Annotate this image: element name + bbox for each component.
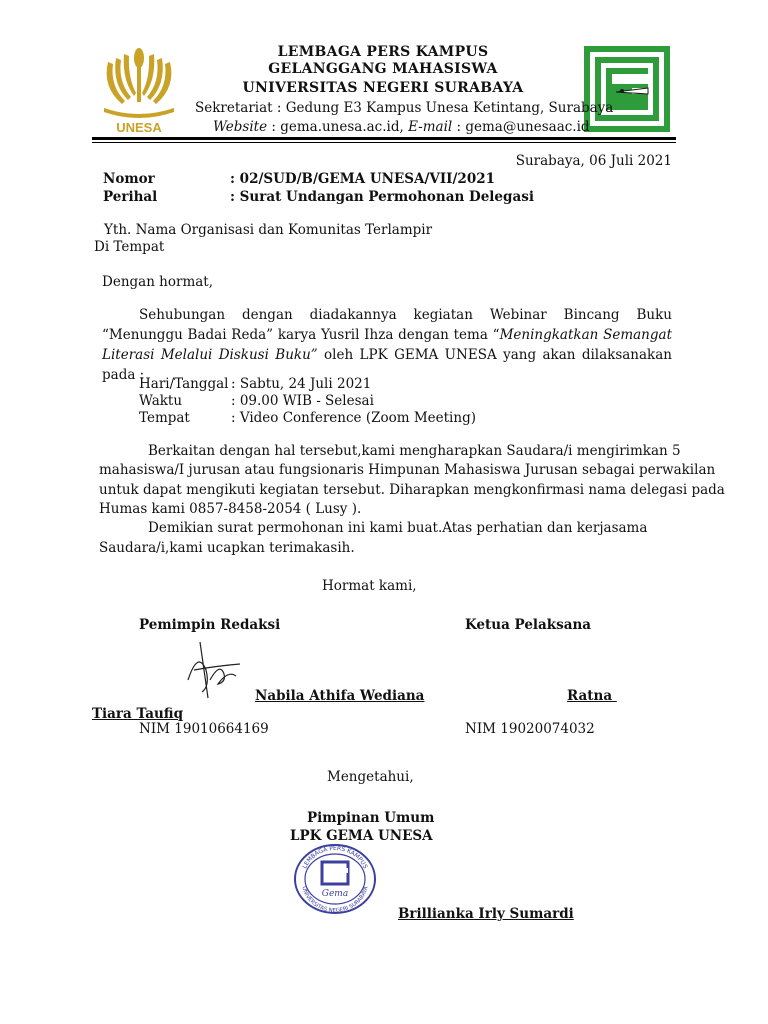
paragraph-request-line-3: untuk dapat mengikuti kegiatan tersebut. Diharapkan mengkonfirmasi nama delegasi pada: [99, 482, 725, 498]
left-signatory-name-continued: Tiara Taufiq: [92, 706, 184, 722]
paragraph-intro: [102, 305, 672, 385]
schedule-value-place: : Video Conference (Zoom Meeting): [231, 410, 476, 426]
acknowledged-label: Mengetahui,: [327, 769, 414, 785]
stamp-text-top: LEMBAGA PERS KAMPUS: [301, 845, 369, 870]
paragraph-intro-text-2: oleh LPK GEMA UNESA yang akan dilaksanakan pada :: [102, 347, 672, 383]
header-line-2: GELANGGANG MAHASISWA: [268, 61, 498, 77]
acknowledged-name: Brillianka Irly Sumardi: [398, 906, 574, 922]
left-signatory-name: Nabila Athifa Wediana: [255, 688, 425, 704]
right-signatory-name-text: Ratna: [567, 688, 613, 704]
paragraph-intro-text: Sehubungan dengan diadakannya kegiatan Webinar Bincang Buku “Menunggu Badai Reda” karya Yusril Ihza dengan tema “: [102, 307, 672, 343]
website-value: : gema.unesa.ac.id,: [267, 119, 409, 135]
paragraph-request-line-2: mahasiswa/I jurusan atau fungsionaris Himpunan Mahasiswa Jurusan sebagai perwakilan: [99, 462, 716, 478]
website-label: Website: [213, 119, 268, 135]
email-value: : gema@unesaac.id: [452, 119, 590, 135]
schedule-label-time: Waktu: [139, 393, 183, 409]
acknowledged-org: LPK GEMA UNESA: [290, 828, 433, 844]
nomor-value: : 02/SUD/B/GEMA UNESA/VII/2021: [230, 171, 496, 187]
paragraph-request-line-1: Berkaitan dengan hal tersebut,kami mengharapkan Saudara/i mengirimkan 5: [148, 443, 681, 459]
right-signatory-role: Ketua Pelaksana: [465, 617, 592, 633]
svg-text:LEMBAGA PERS KAMPUS: [301, 845, 368, 870]
unesa-logo-icon: [98, 42, 180, 134]
header-contact: [213, 119, 590, 135]
recipient-line-1: Yth. Nama Organisasi dan Komunitas Terlampir: [104, 222, 433, 238]
email-label: E-mail: [408, 119, 453, 135]
paragraph-closing-line-2: Saudara/i,kami ucapkan terimakasih.: [99, 540, 355, 556]
stamp-icon: [292, 842, 378, 916]
left-signatory-nim: NIM 19010664169: [139, 721, 269, 737]
right-signatory-name: [567, 688, 617, 704]
left-signatory-role: Pemimpin Redaksi: [139, 617, 281, 633]
closing-salutation: Hormat kami,: [322, 578, 417, 594]
stamp-center-text: Gema: [321, 889, 349, 899]
header-address: Sekretariat : Gedung E3 Kampus Unesa Ketintang, Surabaya: [195, 100, 614, 116]
schedule-value-time: : 09.00 WIB - Selesai: [231, 393, 374, 409]
perihal-value: : Surat Undangan Permohonan Delegasi: [230, 189, 534, 205]
header-divider-thin: [92, 142, 676, 143]
header-line-3: UNIVERSITAS NEGERI SURABAYA: [242, 80, 524, 96]
schedule-label-date: Hari/Tanggal: [139, 376, 229, 392]
unesa-logo-text: UNESA: [116, 120, 162, 134]
webinar-theme: Meningkatkan Semangat Literasi Melalui Diskusi Buku”: [102, 327, 672, 363]
paragraph-closing-line-1: Demikian surat permohonan ini kami buat.Atas perhatian dan kerjasama: [148, 520, 648, 536]
stamp-text-bottom: UNIVERSITAS NEGERI SURABAYA: [300, 885, 370, 915]
acknowledged-role: Pimpinan Umum: [307, 810, 435, 826]
recipient-line-2: Di Tempat: [94, 239, 165, 255]
schedule-label-place: Tempat: [139, 410, 190, 426]
header-divider-thick: [92, 137, 676, 140]
right-signatory-nim: NIM 19020074032: [465, 721, 595, 737]
header-line-1: LEMBAGA PERS KAMPUS: [277, 44, 489, 60]
schedule-value-date: : Sabtu, 24 Juli 2021: [231, 376, 372, 392]
nomor-label: Nomor: [103, 171, 155, 187]
greeting: Dengan hormat,: [102, 274, 214, 290]
paragraph-request-line-4: Humas kami 0857-8458-2054 ( Lusy ).: [99, 501, 362, 517]
signature-icon: [180, 640, 246, 700]
perihal-label: Perihal: [103, 189, 158, 205]
gema-logo-icon: [582, 44, 672, 134]
letter-date: Surabaya, 06 Juli 2021: [515, 153, 672, 169]
